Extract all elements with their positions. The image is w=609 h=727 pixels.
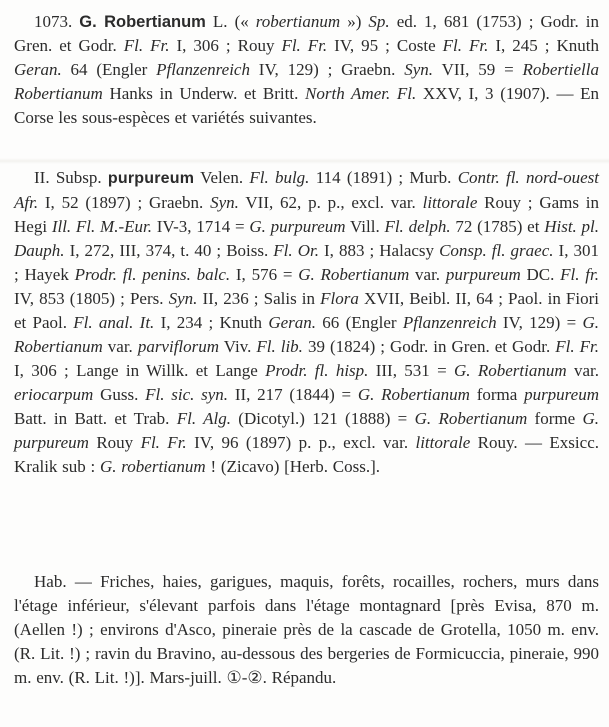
synonym: G. Robertianum xyxy=(357,385,470,404)
work-title: Contr. fl. nord-ouest Afr. xyxy=(14,168,599,212)
subspecies-name: purpureum xyxy=(107,170,195,187)
text: I, 272, III, 374, t. 40 ; Boiss. xyxy=(64,241,274,260)
work-title: North Amer. Fl. xyxy=(305,84,417,103)
section-divider xyxy=(0,158,609,164)
text: Rouy. — Exsicc. Kralik sub : xyxy=(14,433,599,476)
text: IV, 95 ; Coste xyxy=(327,36,443,55)
work-title: Flora xyxy=(320,289,359,308)
text: II, 217 (1844) = xyxy=(228,385,358,404)
work-title: Fl. Or. xyxy=(273,241,319,260)
work-title: Syn. xyxy=(168,289,198,308)
epithet: parviflorum xyxy=(137,337,220,356)
work-title: Geran. xyxy=(268,313,317,332)
work-title: Fl. Fr. xyxy=(281,36,328,55)
text: I, 234 ; Knuth xyxy=(154,313,269,332)
text: Guss. xyxy=(93,385,146,404)
work-title: Fl. Alg. xyxy=(176,409,231,428)
work-title: Prodr. fl. penins. balc. xyxy=(74,265,231,284)
text: I, 883 ; Halacsy xyxy=(318,241,440,260)
work-title: Pflanzenreich xyxy=(402,313,497,332)
text: Velen. xyxy=(194,168,250,187)
text: I, 306 ; Rouy xyxy=(169,36,282,55)
synonym: G. purpureum xyxy=(14,409,599,452)
work-title: Sp. xyxy=(368,12,390,31)
synonym: G. Robertianum xyxy=(14,313,599,356)
text: var. xyxy=(566,361,599,380)
text: II. Subsp. xyxy=(34,168,108,187)
text: Hanks in Underw. et Britt. xyxy=(102,84,306,103)
text: VII, 62, p. p., excl. var. xyxy=(238,193,423,212)
work-title: Syn. xyxy=(210,193,239,212)
text: 66 (Engler xyxy=(316,313,403,332)
work-title: Pflanzenreich xyxy=(156,60,250,79)
synonym: G. Robertianum xyxy=(414,409,528,428)
text: forma xyxy=(469,385,525,404)
entry-1073 xyxy=(14,10,599,130)
epithet: purpureum xyxy=(524,385,599,404)
text: IV, 853 (1805) ; Pers. xyxy=(14,289,169,308)
work-title: Fl. sic. syn. xyxy=(145,385,229,404)
text: 72 (1785) et xyxy=(450,217,545,236)
entry-number: 1073. xyxy=(34,12,73,31)
text: 39 (1824) ; Godr. in Gren. et Godr. xyxy=(302,337,556,356)
text: Rouy ; Gams in Hegi xyxy=(14,193,599,236)
work-title: Fl. fr. xyxy=(560,265,600,284)
text: var. xyxy=(102,337,138,356)
work-title: Fl. Fr. xyxy=(555,337,599,356)
text: ed. 1, 681 (1753) ; Godr. in Gren. et Godr. xyxy=(14,12,600,55)
epithet: eriocarpum xyxy=(14,385,94,404)
subspecies-purpureum xyxy=(14,166,599,479)
text: Batt. in Batt. et Trab. xyxy=(14,409,177,428)
text: I, 301 ; Hayek xyxy=(14,241,600,284)
work-title: Syn. xyxy=(404,60,434,79)
text: XVII, Beibl. II, 64 ; Paol. in Fiori et Paol. xyxy=(14,289,599,332)
text: Viv. xyxy=(219,337,257,356)
text: I, 245 ; Knuth xyxy=(488,36,599,55)
text: XXV, I, 3 (1907). — En Corse les sous-espèces et variétés suivantes. xyxy=(14,84,599,127)
epithet: littorale xyxy=(415,433,471,452)
text: IV, 129) ; Graebn. xyxy=(249,60,405,79)
work-title: Prodr. fl. hisp. xyxy=(265,361,369,380)
epithet: robertianum xyxy=(255,12,341,31)
text: I, 52 (1897) ; Graebn. xyxy=(38,193,211,212)
work-title: Fl. lib. xyxy=(256,337,303,356)
text: DC. xyxy=(520,265,561,284)
text: L. (« xyxy=(205,12,256,31)
synonym: G. Robertianum xyxy=(298,265,410,284)
work-title: Consp. fl. graec. xyxy=(439,241,554,260)
epithet: purpureum xyxy=(445,265,521,284)
habitat-paragraph: Hab. — Friches, haies, garigues, maquis, forêts, rocailles, rochers, murs dans l'étage inférieur, s'élevant parfois dans l'étage montagnard [près Evisa, 870 m. (Aellen !) ; environs d'Asco, pineraie près de la cascade de Grotella, 1050 m. env. (R. Lit. !) ; ravin du Bravino, au-dessous des bergeries de Formicuccia, pineraie, 990 m. env. (R. Lit. !)]. Mars-juill. ①-②. Répandu. xyxy=(14,572,599,687)
text: ! (Zicavo) [Herb. Coss.]. xyxy=(205,457,380,476)
text: forme xyxy=(527,409,583,428)
text: Rouy xyxy=(88,433,141,452)
work-title: Fl. bulg. xyxy=(249,168,310,187)
epithet: littorale xyxy=(422,193,478,212)
text: 64 (Engler xyxy=(61,60,157,79)
work-title: Fl. anal. It. xyxy=(73,313,155,332)
work-title: Fl. Fr. xyxy=(123,36,170,55)
text: var. xyxy=(409,265,446,284)
synonym: G. Robertianum xyxy=(454,361,567,380)
text: II, 236 ; Salis in xyxy=(197,289,321,308)
work-title: Hist. pl. Dauph. xyxy=(14,217,600,260)
work-title: Fl. Fr. xyxy=(140,433,187,452)
text: I, 306 ; Lange in Willk. et Lange xyxy=(14,361,266,380)
text: I, 576 = xyxy=(230,265,299,284)
synonym: Robertiella Robertianum xyxy=(14,60,599,103)
text: III, 531 = xyxy=(368,361,455,380)
text: Vill. xyxy=(345,217,385,236)
text: ») xyxy=(340,12,369,31)
text: IV-3, 1714 = xyxy=(151,217,250,236)
text: (Dicotyl.) 121 (1888) = xyxy=(230,409,415,428)
text: IV, 129) = xyxy=(496,313,583,332)
species-name: G. Robertianum xyxy=(79,13,206,31)
work-title: Ill. Fl. M.-Eur. xyxy=(51,217,152,236)
text: IV, 96 (1897) p. p., excl. var. xyxy=(186,433,416,452)
text: VII, 59 = xyxy=(433,60,523,79)
work-title: Geran. xyxy=(14,60,62,79)
work-title: Fl. delph. xyxy=(384,217,451,236)
synonym: G. robertianum xyxy=(100,457,206,476)
synonym: G. purpureum xyxy=(249,217,346,236)
work-title: Fl. Fr. xyxy=(442,36,489,55)
text: 114 (1891) ; Murb. xyxy=(309,168,458,187)
